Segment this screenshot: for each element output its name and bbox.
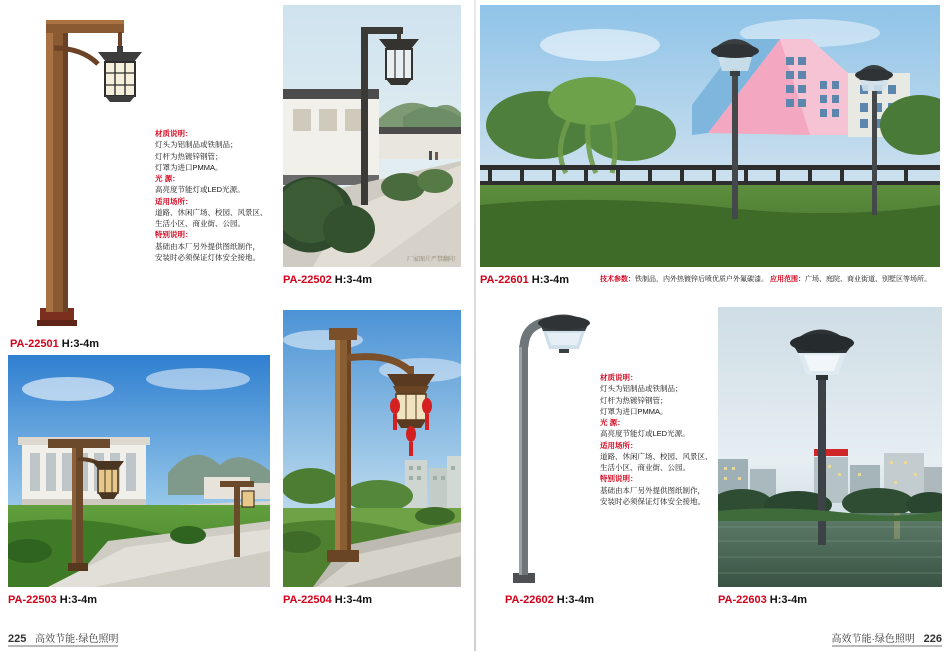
- footer-rule-right: [832, 645, 942, 647]
- caption-pa22503: [8, 594, 97, 606]
- lamp-photo-pa22504: [283, 310, 461, 587]
- spec-usage-l2: 生活小区、商业街、公园。: [155, 219, 245, 228]
- inline-spec-label-app: 应用范围：: [769, 276, 805, 283]
- lamp-photo-pa22601: [480, 5, 940, 267]
- caption-pa22603: [718, 594, 807, 606]
- lamp-photo-pa22603: [718, 307, 942, 587]
- spec-material-r-l3: 灯罩为进口PMMA。: [600, 406, 668, 416]
- lamp-photo-pa22501: [10, 8, 160, 338]
- lamp-photo-pa22503: [8, 355, 270, 587]
- spec-label-usage-r: 适用场所：: [600, 440, 638, 450]
- spec-usage-r-l2: 生活小区、商业街、公园。: [600, 463, 690, 472]
- footer-right: [832, 630, 942, 645]
- spec-note-r-l1: 基础由本厂另外提供图纸制作，: [600, 485, 705, 495]
- spec-material-r-l2: 灯杆为热镀锌钢管；: [600, 395, 668, 405]
- caption-height-pa22501: H:3-4m: [61, 338, 100, 350]
- caption-pa22504: [283, 594, 372, 606]
- spec-material-l1: 灯头为铝制品或铁制品；: [155, 140, 238, 150]
- footer-right-text: 高效节能·绿色照明: [831, 634, 915, 645]
- caption-height-pa22602: H:3-4m: [556, 594, 595, 606]
- lamp-photo-pa22602: [495, 305, 605, 590]
- caption-height-pa22603: H:3-4m: [769, 594, 808, 606]
- caption-pa22601: [480, 274, 569, 286]
- page-number-left: 225: [8, 633, 27, 645]
- spec-source-l1: 高亮度节能灯或LED光源。: [155, 185, 245, 195]
- page-spine: [474, 0, 476, 651]
- spec-material-l2: 灯杆为热镀锌钢管；: [155, 151, 223, 161]
- spec-block-left: [155, 128, 275, 263]
- footer-left: [8, 630, 118, 645]
- spec-note-l2: 安装时必须保证灯体安全接地。: [155, 252, 260, 262]
- caption-pa22501: [10, 338, 99, 350]
- caption-height-pa22503: H:3-4m: [59, 594, 98, 606]
- caption-code-pa22501: PA-22501: [10, 338, 59, 350]
- spec-label-usage: 适用场所：: [155, 196, 193, 206]
- caption-pa22502: [283, 274, 372, 286]
- caption-code-pa22602: PA-22602: [505, 594, 554, 606]
- spec-material-r-l1: 灯头为铝制品或铁制品；: [600, 384, 683, 394]
- spec-label-source-r: 光 源：: [600, 418, 625, 427]
- caption-code-pa22601: PA-22601: [480, 274, 529, 286]
- spec-label-material: 材质说明：: [155, 129, 193, 138]
- caption-code-pa22503: PA-22503: [8, 594, 57, 606]
- inline-spec-text-app: 广场、庭院、商业街道、别墅区等场所。: [804, 276, 931, 283]
- caption-pa22602: [505, 594, 594, 606]
- caption-height-pa22601: H:3-4m: [531, 274, 570, 286]
- spec-source-r-l1: 高亮度节能灯或LED光源。: [600, 429, 690, 439]
- spec-label-note-r: 特别说明：: [600, 474, 638, 484]
- caption-height-pa22504: H:3-4m: [334, 594, 373, 606]
- footer-left-text: 高效节能·绿色照明: [35, 634, 119, 645]
- spec-material-l3: 灯罩为进口PMMA。: [155, 162, 223, 172]
- page-number-right: 226: [923, 633, 942, 645]
- lamp-photo-pa22502: [283, 5, 461, 267]
- caption-code-pa22504: PA-22504: [283, 594, 332, 606]
- spec-usage-r-l1: 道路、休闲广场、校园、风景区、: [600, 451, 713, 461]
- spec-note-r-l2: 安装时必须保证灯体安全接地。: [600, 496, 705, 506]
- inline-spec-pa22601: [600, 275, 940, 286]
- spec-block-right: [600, 372, 720, 507]
- spec-label-material-r: 材质说明：: [600, 373, 638, 382]
- spec-note-l1: 基础由本厂另外提供图纸制作，: [155, 241, 260, 251]
- spec-label-note: 特别说明：: [155, 230, 193, 240]
- inline-spec-text-tech: 铁制品，内外热镀锌后喷优质户外氟碳漆。: [635, 276, 768, 283]
- caption-code-pa22603: PA-22603: [718, 594, 767, 606]
- inline-spec-label-tech: 技术参数：: [600, 276, 635, 283]
- caption-height-pa22502: H:3-4m: [334, 274, 373, 286]
- footer-rule-left: [8, 645, 118, 647]
- spec-usage-l1: 道路、休闲广场、校园、风景区、: [155, 207, 268, 217]
- svg-text:厂家图片严禁翻印: 厂家图片严禁翻印: [406, 256, 455, 263]
- caption-code-pa22502: PA-22502: [283, 274, 332, 286]
- spec-label-source: 光 源：: [155, 174, 180, 183]
